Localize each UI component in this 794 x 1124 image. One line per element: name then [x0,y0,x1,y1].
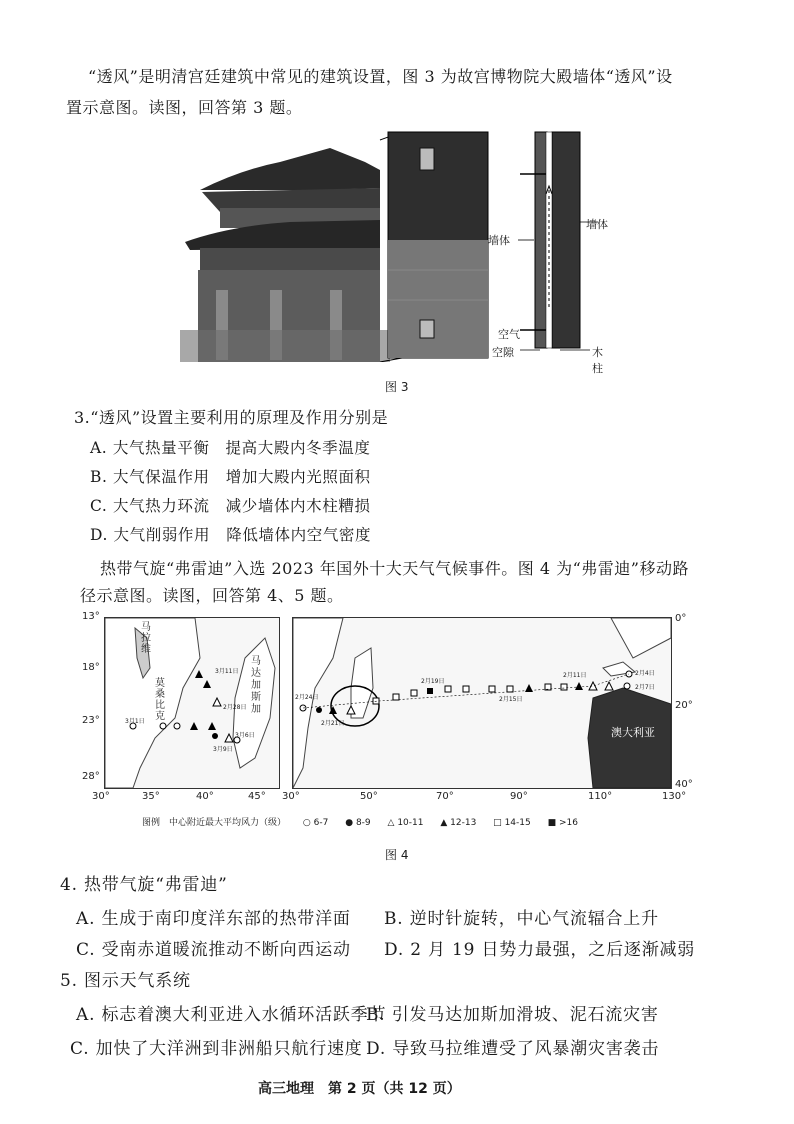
right-lon-90: 90° [510,791,528,802]
wall-label-right: 墙体 [586,218,608,231]
left-lon-40: 40° [196,791,214,802]
figure-3-caption: 图 3 [385,380,409,394]
left-lon-35: 35° [142,791,160,802]
figure-4-legend [142,815,682,831]
left-lon-30: 30° [92,791,110,802]
q5-option-b: B. 引发马达加斯加滑坡、泥石流灾害 [366,1005,659,1025]
place-malawi: 马 拉 维 [141,622,151,655]
right-lon-30: 30° [282,791,300,802]
left-date-2: 3月6日 [235,732,255,739]
place-mozambique: 莫 桑 比 克 [155,678,165,722]
q3-option-c: C. 大气热力环流 减少墙体内木柱糟损 [90,497,371,515]
gap-label: 空隙 [492,346,514,359]
wall-cross-section [518,132,598,350]
right-lon-70: 70° [436,791,454,802]
right-lon-50: 50° [360,791,378,802]
place-australia: 澳大利亚 [611,726,655,739]
q4-option-a: A. 生成于南印度洋东部的热带洋面 [76,909,351,929]
left-date-4: 2月28日 [223,704,247,711]
legend-title: 图例 中心附近最大平均风力（级） [142,818,287,828]
figure-4-caption: 图 4 [385,848,409,862]
right-lat-40: 40° [675,779,693,790]
left-lon-45: 45° [248,791,266,802]
q3-option-b: B. 大气保温作用 增加大殿内光照面积 [90,468,371,486]
q4-option-c: C. 受南赤道暖流推动不断向西运动 [76,940,351,960]
left-date-3: 3月1日 [125,718,145,725]
right-lon-110: 110° [588,791,613,802]
left-lat-28: 28° [82,771,100,782]
right-date-24: 2月24日 [295,694,319,701]
legend-item-12-13: 12-13 [450,818,477,828]
right-date-19: 2月19日 [421,678,445,685]
intro2-line1: 热带气旋“弗雷迪”入选 2023 年国外十大天气气候事件。图 4 为“弗雷迪”移动路 [100,559,689,578]
q3-stem: 3.“透风”设置主要利用的原理及作用分别是 [74,408,389,427]
legend-triangle-filled-icon: ▲ [440,818,448,828]
left-date-1: 3月11日 [215,668,239,675]
right-lat-0: 0° [675,613,687,624]
air-label: 空气 [498,328,520,341]
left-lat-18: 18° [82,662,100,673]
q5-option-d: D. 导致马拉维遭受了风暴潮灾害袭击 [366,1039,660,1059]
intro1-line2: 置示意图。读图，回答第 3 题。 [66,98,303,117]
right-map [292,617,672,789]
legend-triangle-open-icon: △ [387,818,395,828]
legend-item-8-9: 8-9 [355,818,371,828]
right-date-4: 2月4日 [635,670,655,677]
intro1-line1: “透风”是明清宫廷建筑中常见的建筑设置，图 3 为故宫博物院大殿墙体“透风”设 [88,67,673,86]
wall-closeup-photo [388,132,488,358]
legend-item-16: >16 [558,818,578,828]
left-date-5: 3月9日 [213,746,233,753]
column-label: 木柱 [592,346,603,375]
q3-option-a: A. 大气热量平衡 提高大殿内冬季温度 [90,439,371,457]
intro2-line2: 径示意图。读图，回答第 4、5 题。 [80,586,344,605]
figure-3 [180,130,610,375]
right-date-21: 2月21日 [321,720,345,727]
legend-circle-filled-icon: ● [345,818,354,828]
q5-option-c: C. 加快了大洋洲到非洲船只航行速度 [70,1039,363,1059]
right-date-7: 2月7日 [635,684,655,691]
right-date-11: 2月11日 [563,672,587,679]
q3-option-d: D. 大气削弱作用 降低墙体内空气密度 [90,526,372,544]
place-madagascar: 马 达 加 斯 加 [251,656,261,715]
palace-wall-diagram [180,130,610,362]
legend-item-6-7: 6-7 [313,818,329,828]
right-lat-20: 20° [675,700,693,711]
palace-photo [180,130,390,362]
left-map [104,617,280,789]
q5-option-a: A. 标志着澳大利亚进入水循环活跃季节 [76,1005,387,1025]
legend-square-filled-icon: ■ [547,818,557,828]
left-lat-23: 23° [82,715,100,726]
right-date-15: 2月15日 [499,696,523,703]
legend-square-open-icon: □ [493,818,502,828]
page-footer: 高三地理 第 2 页（共 12 页） [258,1081,461,1097]
right-lon-130: 130° [662,791,687,802]
legend-item-14-15: 14-15 [504,818,531,828]
q4-option-b: B. 逆时针旋转，中心气流辐合上升 [384,909,659,929]
legend-item-10-11: 10-11 [397,818,424,828]
wall-label-left: 墙体 [488,234,510,247]
left-lat-13: 13° [82,611,100,622]
figure-4 [82,605,692,840]
right-map-svg [293,618,671,788]
q4-stem: 4. 热带气旋“弗雷迪” [60,875,228,895]
legend-circle-open-icon: ○ [302,818,311,828]
q5-stem: 5. 图示天气系统 [60,971,191,991]
q4-option-d: D. 2 月 19 日势力最强，之后逐渐减弱 [384,940,696,960]
